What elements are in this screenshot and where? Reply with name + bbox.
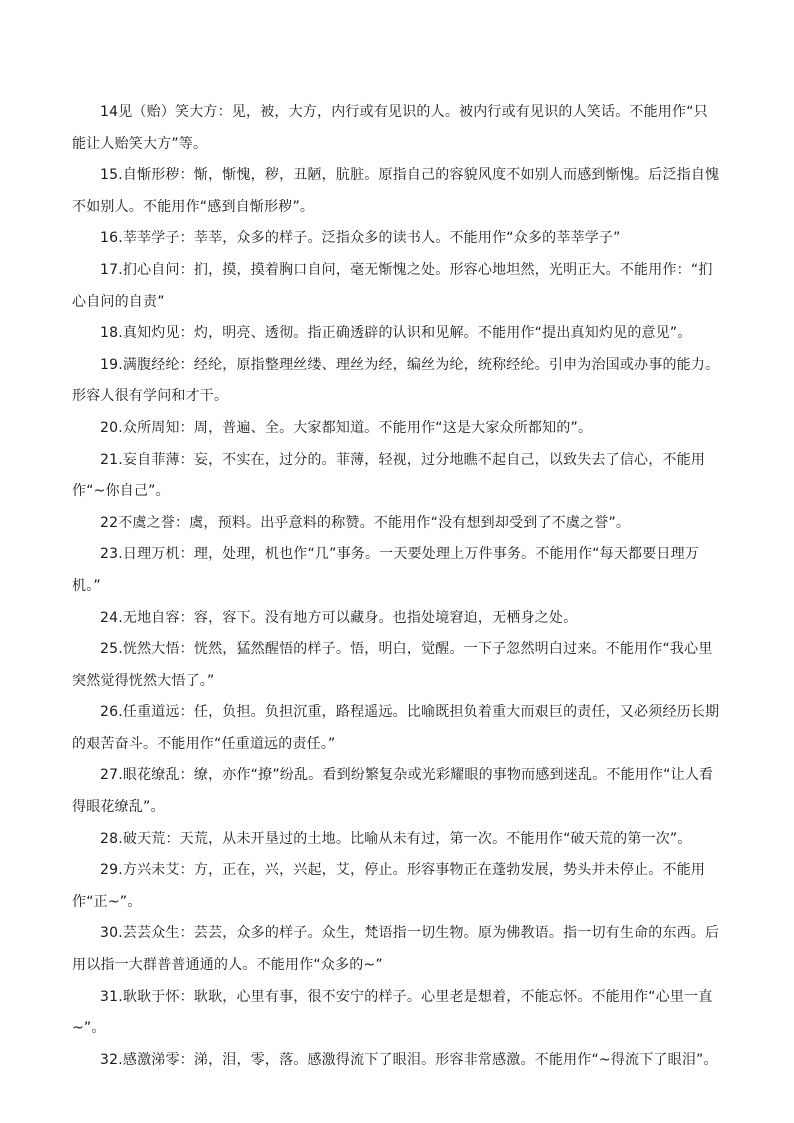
list-item: 26.任重道远：任，负担。负担沉重，路程遥远。比喻既担负着重大而艰巨的责任，又必须经历长期的艰苦奋斗。不能用作“任重道远的责任。” xyxy=(72,704,720,752)
list-item: 23.日理万机：理，处理，机也作“几”事务。一天要处理上万件事务。不能用作“每天都要日理万机。” xyxy=(72,546,700,594)
list-item: 27.眼花缭乱：缭，亦作“撩”纷乱。看到纷繁复杂或光彩耀眼的事物而感到迷乱。不能用作“让人看得眼花缭乱”。 xyxy=(72,767,714,816)
list-item: 20.众所周知：周，普遍、全。大家都知道。不能用作“这是大家众所都知的”。 xyxy=(100,419,593,436)
list-item: 31.耿耿于怀：耿耿，心里有事，很不安宁的样子。心里老是想着，不能忘怀。不能用作“心里一直~”。 xyxy=(72,988,713,1037)
list-item: 14见（贻）笑大方：见，被，大方，内行或有见识的人。被内行或有见识的人笑话。不能用作“只能让人贻笑大方”等。 xyxy=(72,104,708,152)
list-item: 22不虞之誉：虞，预料。出乎意料的称赞。不能用作“没有想到却受到了不虞之誉”。 xyxy=(100,514,631,531)
list-item: 21.妄自菲薄：妄，不实在，过分的。菲薄，轻视，过分地瞧不起自己，以致失去了信心，不能用作“~你自己”。 xyxy=(72,451,706,500)
list-item: 28.破天荒：天荒，从未开垦过的土地。比喻从未有过，第一次。不能用作“破天荒的第一次”。 xyxy=(100,830,692,847)
list-item: 25.恍然大悟：恍然，猛然醒悟的样子。悟，明白，觉醒。一下子忽然明白过来。不能用作“我心里突然觉得恍然大悟了。” xyxy=(72,641,713,689)
idiom-list xyxy=(72,97,722,1076)
list-item: 24.无地自容：容，容下。没有地方可以藏身。也指处境窘迫，无栖身之处。 xyxy=(100,609,578,626)
list-item: 17.扪心自问：扪，摸，摸着胸口自问，毫无惭愧之处。形容心地坦然，光明正大。不能用作：“扪心自问的自责” xyxy=(72,261,713,310)
list-item: 32.感激涕零：涕，泪，零，落。感激得流下了眼泪。形容非常感激。不能用作“~得流下了眼泪”。 xyxy=(100,1051,718,1068)
list-item: 19.满腹经纶：经纶，原指整理丝缕、理丝为经，编丝为纶，统称经纶。引申为治国或办事的能力。形容人很有学问和才干。 xyxy=(72,356,720,405)
list-item: 29.方兴未艾：方，正在，兴，兴起，艾，停止。形容事物正在蓬勃发展，势头并未停止。不能用作“正~”。 xyxy=(72,862,706,910)
list-item: 18.真知灼见：灼，明亮、透彻。指正确透辟的认识和见解。不能用作“提出真知灼见的意见”。 xyxy=(100,325,692,342)
list-item: 15.自惭形秽：惭，惭愧，秽，丑陋，肮脏。原指自己的容貌风度不如别人而感到惭愧。后泛指自愧不如别人。不能用作“感到自惭形秽”。 xyxy=(72,167,720,215)
list-item: 16.莘莘学子：莘莘，众多的样子。泛指众多的读书人。不能用作“众多的莘莘学子” xyxy=(100,230,621,247)
list-item: 30.芸芸众生：芸芸，众多的样子。众生，梵语指一切生物。原为佛教语。指一切有生命的东西。后用以指一大群普普通通的人。不能用作“众多的~” xyxy=(72,925,720,974)
